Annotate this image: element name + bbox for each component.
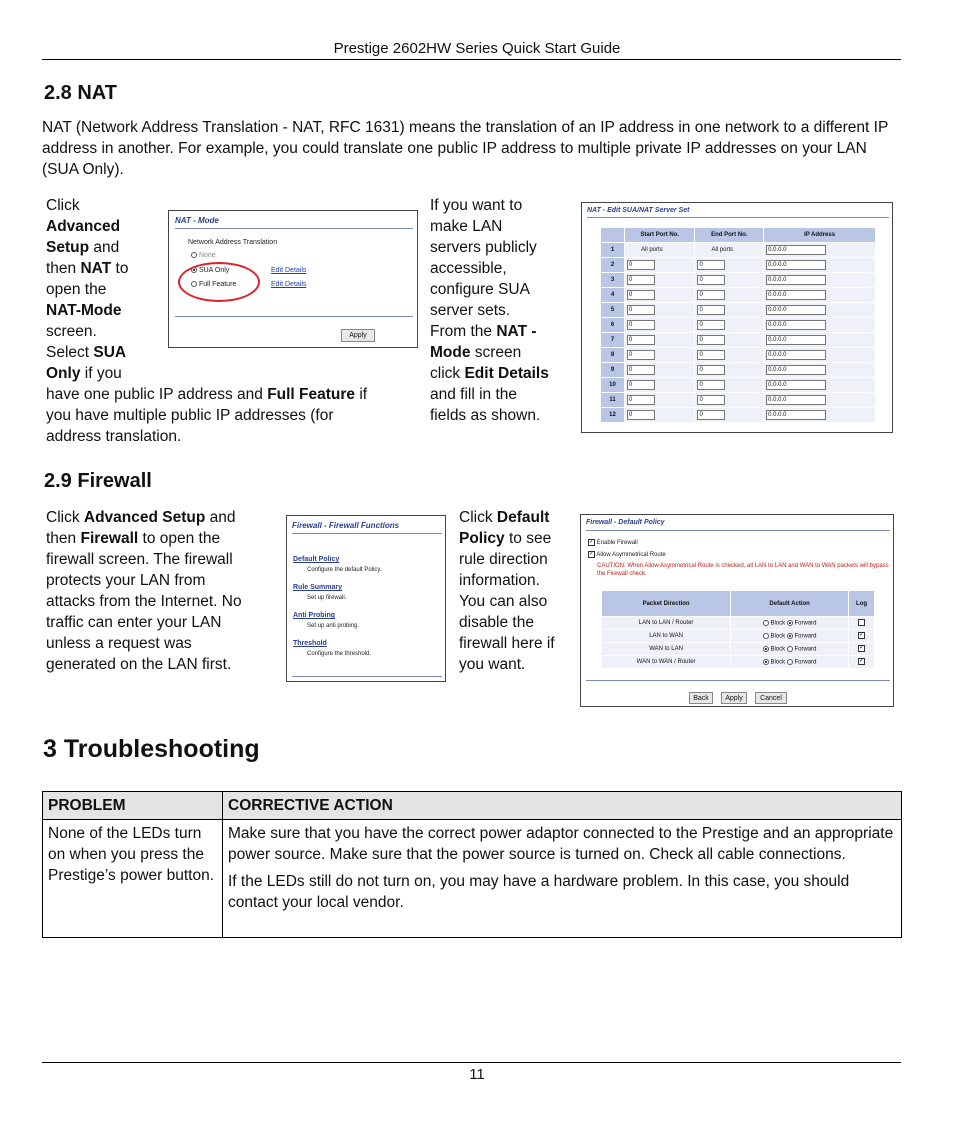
- ip-address-input[interactable]: 0.0.0.0: [766, 335, 826, 345]
- threshold-link[interactable]: Threshold: [293, 640, 327, 647]
- forward-radio[interactable]: [787, 659, 793, 665]
- edit-details-link-sua[interactable]: Edit Details: [271, 267, 307, 274]
- start-port-cell[interactable]: [625, 273, 695, 288]
- page-number: 11: [469, 1066, 485, 1083]
- row-number: 2: [601, 258, 625, 273]
- log-cell[interactable]: [849, 643, 875, 656]
- log-checkbox[interactable]: [858, 619, 865, 626]
- ip-address-cell[interactable]: [764, 243, 876, 258]
- row-number: 7: [601, 333, 625, 348]
- enable-firewall-row[interactable]: ✓ Enable Firewall: [589, 539, 638, 547]
- start-port-input[interactable]: 0: [627, 260, 655, 270]
- row-number: 4: [601, 288, 625, 303]
- block-radio[interactable]: [763, 646, 769, 652]
- sua-title: NAT - Edit SUA/NAT Server Set: [587, 207, 690, 214]
- start-port-cell[interactable]: [625, 408, 695, 423]
- end-port-input[interactable]: 0: [697, 320, 725, 330]
- action-cell[interactable]: Block Forward: [731, 656, 849, 669]
- start-port-input[interactable]: 0: [627, 320, 655, 330]
- direction-cell: LAN to WAN: [602, 630, 731, 643]
- ip-address-input[interactable]: 0.0.0.0: [766, 365, 826, 375]
- back-button[interactable]: Back: [689, 692, 713, 704]
- firewall-left-instructions: Click Advanced Setup and then Firewall to open the firewall screen. The firewall protects your LAN from attacks from the Internet. No traffic can enter your LAN unless a request was generated on the LAN first.: [46, 509, 242, 673]
- footer-rule: [42, 1062, 901, 1063]
- chapter-heading-troubleshooting: 3 Troubleshooting: [43, 735, 260, 763]
- col-start-port: Start Port No.: [625, 228, 695, 243]
- ip-address-cell[interactable]: [764, 378, 876, 393]
- caution-text: CAUTION: When Allow Asymmetrical Route is checked, all LAN to LAN and WAN to WAN packets will bypass the Firewall check.: [597, 563, 889, 577]
- sua-row: [601, 258, 876, 273]
- troubleshooting-table: [42, 791, 902, 938]
- end-port-cell[interactable]: [695, 393, 764, 408]
- end-port-cell[interactable]: [695, 273, 764, 288]
- section-heading-nat: 2.8 NAT: [44, 82, 117, 104]
- row-number: 10: [601, 378, 625, 393]
- title-rule: [587, 217, 889, 218]
- action-cell[interactable]: Block Forward: [731, 643, 849, 656]
- end-port-input[interactable]: 0: [697, 380, 725, 390]
- section-heading-firewall: 2.9 Firewall: [44, 470, 152, 492]
- sua-row: [601, 378, 876, 393]
- end-port-cell[interactable]: [695, 363, 764, 378]
- forward-radio[interactable]: [787, 620, 793, 626]
- ip-address-input[interactable]: 0.0.0.0: [766, 245, 826, 255]
- option-none[interactable]: None: [191, 252, 216, 259]
- action-cell[interactable]: Block Forward: [731, 617, 849, 630]
- anti-probing-desc: Set up anti probing.: [307, 623, 360, 629]
- start-port-input[interactable]: 0: [627, 290, 655, 300]
- default-policy-link[interactable]: Default Policy: [293, 556, 340, 563]
- sua-row: [601, 303, 876, 318]
- ip-address-input[interactable]: 0.0.0.0: [766, 410, 826, 420]
- policy-table: [601, 590, 875, 669]
- row-number: 6: [601, 318, 625, 333]
- start-port-input[interactable]: 0: [627, 380, 655, 390]
- end-port-cell[interactable]: [695, 318, 764, 333]
- footer-rule: [586, 680, 890, 681]
- start-port-input[interactable]: 0: [627, 395, 655, 405]
- edit-details-link-full[interactable]: Edit Details: [271, 281, 307, 288]
- sua-server-screenshot: [581, 202, 893, 433]
- start-port-cell[interactable]: [625, 333, 695, 348]
- end-port-cell[interactable]: [695, 408, 764, 423]
- option-sua-only[interactable]: SUA Only: [191, 267, 229, 274]
- start-port-input[interactable]: 0: [627, 350, 655, 360]
- start-port-cell: All ports: [625, 243, 695, 258]
- ip-address-cell[interactable]: [764, 288, 876, 303]
- title-rule: [586, 530, 890, 531]
- start-port-input[interactable]: 0: [627, 410, 655, 420]
- end-port-cell: All ports: [695, 243, 764, 258]
- sua-row: [601, 348, 876, 363]
- default-policy-screenshot: [580, 514, 894, 707]
- start-port-cell[interactable]: [625, 318, 695, 333]
- row-number: 8: [601, 348, 625, 363]
- title-rule: [292, 533, 442, 534]
- ip-address-cell[interactable]: [764, 273, 876, 288]
- col-problem: PROBLEM: [43, 792, 223, 820]
- firewall-functions-screenshot: [286, 515, 446, 682]
- apply-button[interactable]: Apply: [721, 692, 747, 704]
- action-cell: [223, 820, 902, 938]
- end-port-cell[interactable]: [695, 303, 764, 318]
- footer-rule: [175, 316, 413, 317]
- log-cell[interactable]: [849, 656, 875, 669]
- sua-row: [601, 318, 876, 333]
- default-policy-title: Firewall - Default Policy: [586, 519, 665, 526]
- ip-address-input[interactable]: 0.0.0.0: [766, 395, 826, 405]
- ip-address-input[interactable]: 0.0.0.0: [766, 290, 826, 300]
- ip-address-cell[interactable]: [764, 393, 876, 408]
- end-port-input[interactable]: 0: [697, 305, 725, 315]
- apply-button[interactable]: Apply: [341, 329, 375, 342]
- end-port-input[interactable]: 0: [697, 395, 725, 405]
- corner-cell: [601, 228, 625, 243]
- start-port-cell[interactable]: [625, 378, 695, 393]
- start-port-cell[interactable]: [625, 258, 695, 273]
- start-port-cell[interactable]: [625, 348, 695, 363]
- ip-address-input[interactable]: 0.0.0.0: [766, 350, 826, 360]
- cancel-button[interactable]: Cancel: [755, 692, 787, 704]
- asym-route-checkbox[interactable]: ✓: [589, 551, 595, 557]
- sua-row: [601, 363, 876, 378]
- ip-address-input[interactable]: 0.0.0.0: [766, 275, 826, 285]
- firewall-right-instructions: Click Default Policy to see rule direction information. You can also disable the firewall here if you want.: [459, 509, 555, 673]
- end-port-cell[interactable]: [695, 258, 764, 273]
- footer-rule: [292, 676, 442, 677]
- col-log: Log: [849, 591, 875, 617]
- row-number: 1: [601, 243, 625, 258]
- policy-row: [602, 656, 875, 669]
- rule-summary-link[interactable]: Rule Summary: [293, 584, 343, 591]
- nat-left-instructions: Click Advanced Setup and then NAT to open the NAT-Mode screen. Select SUA Only if you have one public IP address and Full Feature if you have multiple public IP addresses (for address translation.: [46, 197, 368, 445]
- threshold-desc: Configure the threshold.: [307, 651, 372, 657]
- ip-address-cell[interactable]: [764, 258, 876, 273]
- end-port-input[interactable]: 0: [697, 365, 725, 375]
- log-cell[interactable]: [849, 630, 875, 643]
- end-port-input[interactable]: 0: [697, 350, 725, 360]
- ip-address-cell[interactable]: [764, 303, 876, 318]
- ip-address-cell[interactable]: [764, 318, 876, 333]
- end-port-input[interactable]: 0: [697, 335, 725, 345]
- radio-none[interactable]: [191, 252, 197, 258]
- direction-cell: WAN to LAN: [602, 643, 731, 656]
- col-end-port: End Port No.: [695, 228, 764, 243]
- nat-right-instructions: If you want to make LAN servers publicly accessible, configure SUA server sets. From the NAT - Mode screen click Edit Details and fill in the fields as shown.: [430, 197, 549, 424]
- ip-address-input[interactable]: 0.0.0.0: [766, 260, 826, 270]
- end-port-input[interactable]: 0: [697, 260, 725, 270]
- sua-row: [601, 333, 876, 348]
- end-port-cell[interactable]: [695, 288, 764, 303]
- anti-probing-link[interactable]: Anti Probing: [293, 612, 335, 619]
- sua-row: [601, 288, 876, 303]
- action-paragraph-1: Make sure that you have the correct power adaptor connected to the Prestige and an appropriate power source. Make sure that the power source is turned on. Check all cable connections.: [228, 825, 894, 863]
- end-port-input[interactable]: 0: [697, 275, 725, 285]
- row-number: 9: [601, 363, 625, 378]
- col-packet-direction: Packet Direction: [602, 591, 731, 617]
- start-port-cell[interactable]: [625, 363, 695, 378]
- sua-row: [601, 273, 876, 288]
- action-paragraph-2: If the LEDs still do not turn on, you may have a hardware problem. In this case, you should contact your local vendor.: [228, 873, 850, 911]
- block-radio[interactable]: [763, 620, 769, 626]
- problem-cell: None of the LEDs turn on when you press the Prestige’s power button.: [43, 820, 223, 938]
- ip-address-input[interactable]: 0.0.0.0: [766, 380, 826, 390]
- policy-row: [602, 617, 875, 630]
- row-number: 12: [601, 408, 625, 423]
- log-checkbox[interactable]: ✓: [859, 645, 865, 652]
- default-policy-desc: Configure the default Policy.: [307, 567, 382, 573]
- log-cell[interactable]: [849, 617, 875, 630]
- nat-mode-title: NAT - Mode: [175, 216, 219, 225]
- action-cell[interactable]: Block Forward: [731, 630, 849, 643]
- firewall-functions-title: Firewall - Firewall Functions: [292, 521, 400, 530]
- header-rule: [42, 59, 901, 60]
- end-port-cell[interactable]: [695, 348, 764, 363]
- start-port-cell[interactable]: [625, 393, 695, 408]
- ip-address-cell[interactable]: [764, 333, 876, 348]
- start-port-input[interactable]: 0: [627, 275, 655, 285]
- nat-intro: NAT (Network Address Translation - NAT, RFC 1631) means the translation of an IP address in one network to a different IP address in another. For example, you could translate one public IP address to multiple private IP addresses on your LAN (SUA Only).: [42, 119, 889, 178]
- policy-row: [602, 643, 875, 656]
- ip-address-input[interactable]: 0.0.0.0: [766, 305, 826, 315]
- rule-summary-desc: Set up firewall.: [307, 595, 347, 601]
- direction-cell: WAN to WAN / Router: [602, 656, 731, 669]
- ip-address-cell[interactable]: [764, 408, 876, 423]
- asym-route-row[interactable]: ✓ Allow Asymmetrical Route: [589, 551, 666, 559]
- end-port-cell[interactable]: [695, 333, 764, 348]
- forward-radio[interactable]: [787, 646, 793, 652]
- sua-table: [600, 227, 876, 423]
- end-port-input[interactable]: 0: [697, 410, 725, 420]
- row-number: 3: [601, 273, 625, 288]
- ip-address-cell[interactable]: [764, 348, 876, 363]
- nat-mode-screenshot: [168, 210, 418, 348]
- start-port-input[interactable]: 0: [627, 335, 655, 345]
- log-checkbox[interactable]: ✓: [859, 632, 865, 639]
- start-port-input[interactable]: 0: [627, 305, 655, 315]
- log-checkbox[interactable]: ✓: [859, 658, 865, 665]
- block-radio[interactable]: [763, 633, 769, 639]
- col-ip-address: IP Address: [764, 228, 876, 243]
- ip-address-input[interactable]: 0.0.0.0: [766, 320, 826, 330]
- sua-row: [601, 243, 876, 258]
- direction-cell: LAN to LAN / Router: [602, 617, 731, 630]
- row-number: 5: [601, 303, 625, 318]
- block-radio[interactable]: [763, 659, 769, 665]
- col-default-action: Default Action: [731, 591, 849, 617]
- title-rule: [175, 228, 413, 229]
- col-corrective-action: CORRECTIVE ACTION: [223, 792, 902, 820]
- start-port-input[interactable]: 0: [627, 365, 655, 375]
- end-port-input[interactable]: 0: [697, 290, 725, 300]
- sua-row: [601, 393, 876, 408]
- enable-firewall-checkbox[interactable]: ✓: [589, 539, 595, 545]
- option-full-feature[interactable]: Full Feature: [191, 281, 236, 288]
- start-port-cell[interactable]: [625, 288, 695, 303]
- end-port-cell[interactable]: [695, 378, 764, 393]
- running-header: Prestige 2602HW Series Quick Start Guide: [333, 40, 621, 57]
- highlight-circle: [178, 262, 260, 302]
- ip-address-cell[interactable]: [764, 363, 876, 378]
- start-port-cell[interactable]: [625, 303, 695, 318]
- forward-radio[interactable]: [787, 633, 793, 639]
- sua-row: [601, 408, 876, 423]
- row-number: 11: [601, 393, 625, 408]
- policy-row: [602, 630, 875, 643]
- nat-section-label: Network Address Translation: [188, 239, 278, 246]
